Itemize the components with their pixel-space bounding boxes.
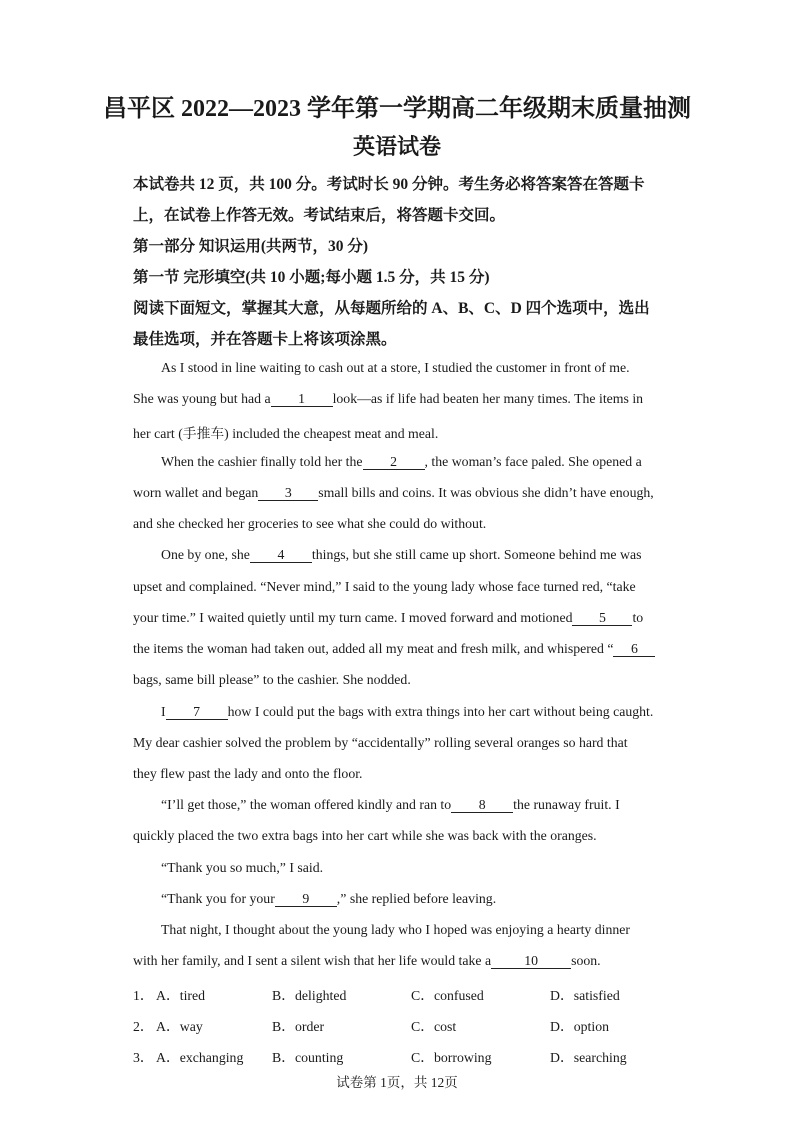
option-b: B．delighted — [272, 988, 347, 1003]
passage-line: When the cashier finally told her the 2 , the woman’s face paled. She opened a — [161, 454, 642, 469]
section-heading: 第一节 完形填空(共 10 小题;每小题 1.5 分，共 15 分) — [133, 269, 490, 286]
passage-line: quickly placed the two extra bags into her cart while she was back with the oranges. — [133, 828, 597, 843]
blank-3: 3 — [258, 486, 318, 501]
blank-9: 9 — [275, 892, 337, 907]
blank-10: 10 — [491, 954, 571, 969]
page-footer: 试卷第 1页，共 12页 — [336, 1075, 458, 1090]
passage-line: upset and complained. “Never mind,” I said to the young lady whose face turned red, “take — [133, 579, 636, 594]
question-number: 3． — [133, 1050, 154, 1065]
option-a: A．way — [156, 1019, 203, 1034]
passage-line: As I stood in line waiting to cash out at a store, I studied the customer in front of me. — [161, 360, 630, 375]
blank-7: 7 — [166, 705, 228, 720]
passage-line: “Thank you for your 9 ,” she replied before leaving. — [161, 891, 497, 906]
passage-line: and she checked her groceries to see what she could do without. — [133, 516, 487, 531]
passage-line: bags, same bill please” to the cashier. She nodded. — [133, 672, 411, 687]
option-a: A．tired — [156, 988, 206, 1003]
exam-subtitle: 英语试卷 — [352, 134, 441, 159]
passage-line: One by one, she 4 things, but she still came up short. Someone behind me was — [161, 547, 642, 562]
passage-line: your time.” I waited quietly until my turn came. I moved forward and motioned 5 to — [133, 610, 644, 625]
instructions-line-2: 上，在试卷上作答无效。考试结束后，将答题卡交回。 — [133, 207, 506, 224]
option-d: D．searching — [550, 1050, 627, 1065]
passage-line: they flew past the lady and onto the floor. — [133, 766, 363, 781]
directions-line-2: 最佳选项，并在答题卡上将该项涂黑。 — [133, 331, 397, 348]
passage-line: worn wallet and began 3 small bills and coins. It was obvious she didn’t have enough, — [133, 485, 654, 500]
part-heading: 第一部分 知识运用(共两节，30 分) — [133, 238, 369, 255]
passage-line: She was young but had a 1 look—as if life had beaten her many times. The items in — [133, 391, 644, 406]
exam-title: 昌平区 2022—2023 学年第一学期高二年级期末质量抽测 — [103, 96, 691, 122]
question-number: 1． — [133, 988, 154, 1003]
option-c: C．confused — [411, 988, 484, 1003]
passage-line: My dear cashier solved the problem by “accidentally” rolling several oranges so hard that — [133, 735, 628, 750]
blank-4: 4 — [250, 548, 312, 563]
blank-6: 6 — [613, 642, 655, 657]
passage-line: her cart (手推车) included the cheapest meat and meal. — [133, 426, 439, 441]
option-c: C．borrowing — [411, 1050, 492, 1065]
passage-line: “Thank you so much,” I said. — [161, 860, 324, 875]
option-d: D．option — [550, 1019, 610, 1034]
passage-line: I 7 how I could put the bags with extra things into her cart without being caught. — [161, 704, 654, 719]
passage-line: with her family, and I sent a silent wish that her life would take a 10 soon. — [133, 953, 601, 968]
option-a: A．exchanging — [156, 1050, 244, 1065]
option-b: B．counting — [272, 1050, 344, 1065]
blank-5: 5 — [572, 611, 632, 626]
passage-line: That night, I thought about the young lady who I hoped was enjoying a hearty dinner — [161, 922, 630, 937]
blank-8: 8 — [451, 798, 513, 813]
instructions-line-1: 本试卷共 12 页，共 100 分。考试时长 90 分钟。考生务必将答案答在答题卡 — [133, 176, 645, 193]
blank-2: 2 — [363, 455, 425, 470]
passage-line: the items the woman had taken out, added all my meat and fresh milk, and whispered “ 6 — [133, 641, 673, 657]
question-number: 2． — [133, 1019, 154, 1034]
passage-line: “I’ll get those,” the woman offered kindly and ran to 8 the runaway fruit. I — [161, 797, 620, 812]
option-c: C．cost — [411, 1019, 457, 1034]
option-d: D．satisfied — [550, 988, 620, 1003]
blank-1: 1 — [271, 392, 333, 407]
option-b: B．order — [272, 1019, 325, 1034]
directions-line-1: 阅读下面短文，掌握其大意，从每题所给的 A、B、C、D 四个选项中，选出 — [133, 300, 650, 317]
